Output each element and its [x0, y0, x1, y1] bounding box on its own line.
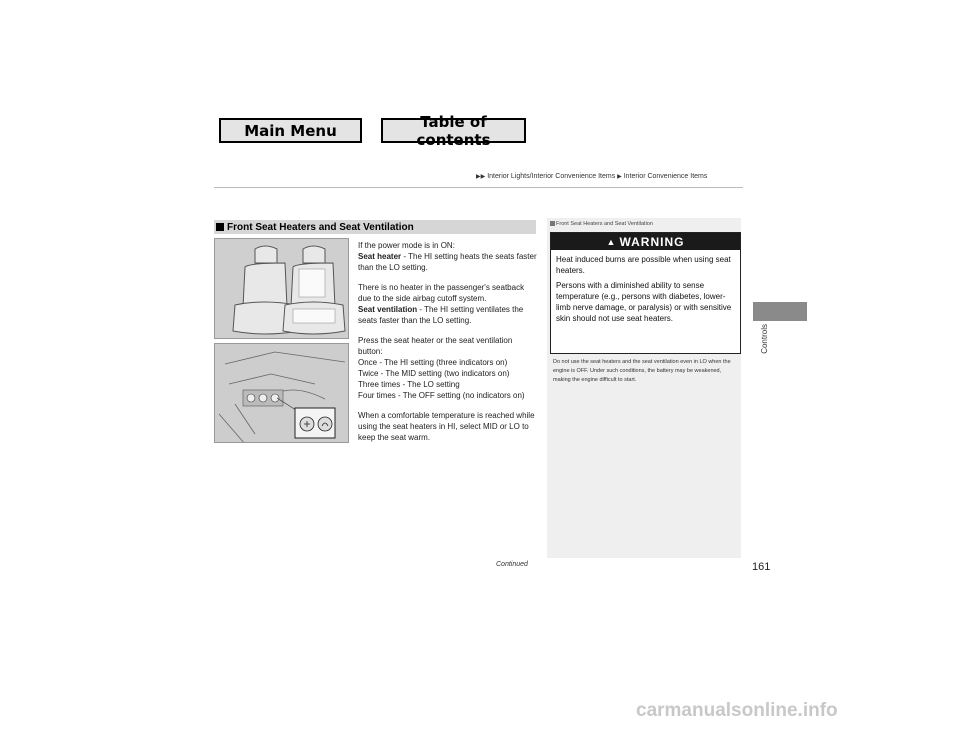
warning-text-1: Heat induced burns are possible when using seat heaters. [556, 255, 731, 275]
press-button-text: Press the seat heater or the seat ventilation button: [358, 336, 513, 356]
chapter-tab[interactable] [753, 302, 807, 321]
breadcrumb [476, 173, 707, 180]
breadcrumb-link-convenience[interactable]: Interior Convenience Items [623, 173, 708, 180]
seat-ventilation-text: - The HI setting ventilates the seats faster than the LO setting. [358, 305, 524, 325]
panel-heading [550, 221, 653, 227]
console-buttons-illustration [214, 343, 349, 443]
square-bullet-icon [216, 223, 224, 231]
seat-heater-text: - The HI setting heats the seats faster than the LO setting. [358, 252, 537, 272]
comfort-note: When a comfortable temperature is reached while using the seat heaters in HI, select MID or LO to keep the seat warm. [358, 411, 535, 442]
seat-ventilation-label: Seat ventilation [358, 305, 418, 314]
watermark: carmanualsonline.info [636, 700, 838, 721]
page-number: 161 [752, 561, 771, 573]
header-divider [214, 187, 743, 188]
seats-illustration [214, 238, 349, 339]
arrow-icon: ▶ [617, 174, 622, 180]
three-times-setting: Three times - The LO setting [358, 380, 460, 389]
section-title [214, 220, 536, 234]
warning-title: WARNING [619, 234, 685, 249]
twice-setting: Twice - The MID setting (two indicators on) [358, 369, 510, 378]
warning-box [550, 232, 741, 354]
note-marker-icon [550, 221, 555, 226]
panel-heading-text: Front Seat Heaters and Seat Ventilation [556, 221, 653, 227]
breadcrumb-link-lights[interactable]: Interior Lights/Interior Convenience Items [487, 173, 616, 180]
warning-text-2: Persons with a diminished ability to sense temperature (e.g., persons with diabetes, lower-limb nerve damage, or paralysis) or with sensitive skin should not use seat heaters. [556, 281, 732, 323]
warning-triangle-icon: ▲ [606, 236, 617, 247]
passenger-note: There is no heater in the passenger's seatback due to the side airbag cutoff system. [358, 283, 525, 303]
warning-header [551, 233, 740, 250]
double-arrow-icon: ▶▶ [476, 174, 486, 180]
section-title-text: Front Seat Heaters and Seat Ventilation [227, 221, 414, 233]
continued-label: Continued [496, 561, 528, 568]
main-menu-button[interactable]: Main Menu [219, 118, 362, 143]
battery-note: Do not use the seat heaters and the seat ventilation even in LO when the engine is OFF. Under such conditions, the battery may be weakened, making the engine difficult to start. [553, 359, 731, 383]
table-of-contents-button[interactable]: Table of contents [381, 118, 526, 143]
chapter-label: Controls [760, 324, 769, 354]
seat-heater-label: Seat heater [358, 252, 402, 261]
power-mode-text: If the power mode is in ON: [358, 241, 455, 250]
side-notes-panel [547, 218, 741, 558]
four-times-setting: Four times - The OFF setting (no indicators on) [358, 391, 525, 400]
body-text [358, 240, 538, 452]
once-setting: Once - The HI setting (three indicators on) [358, 358, 508, 367]
